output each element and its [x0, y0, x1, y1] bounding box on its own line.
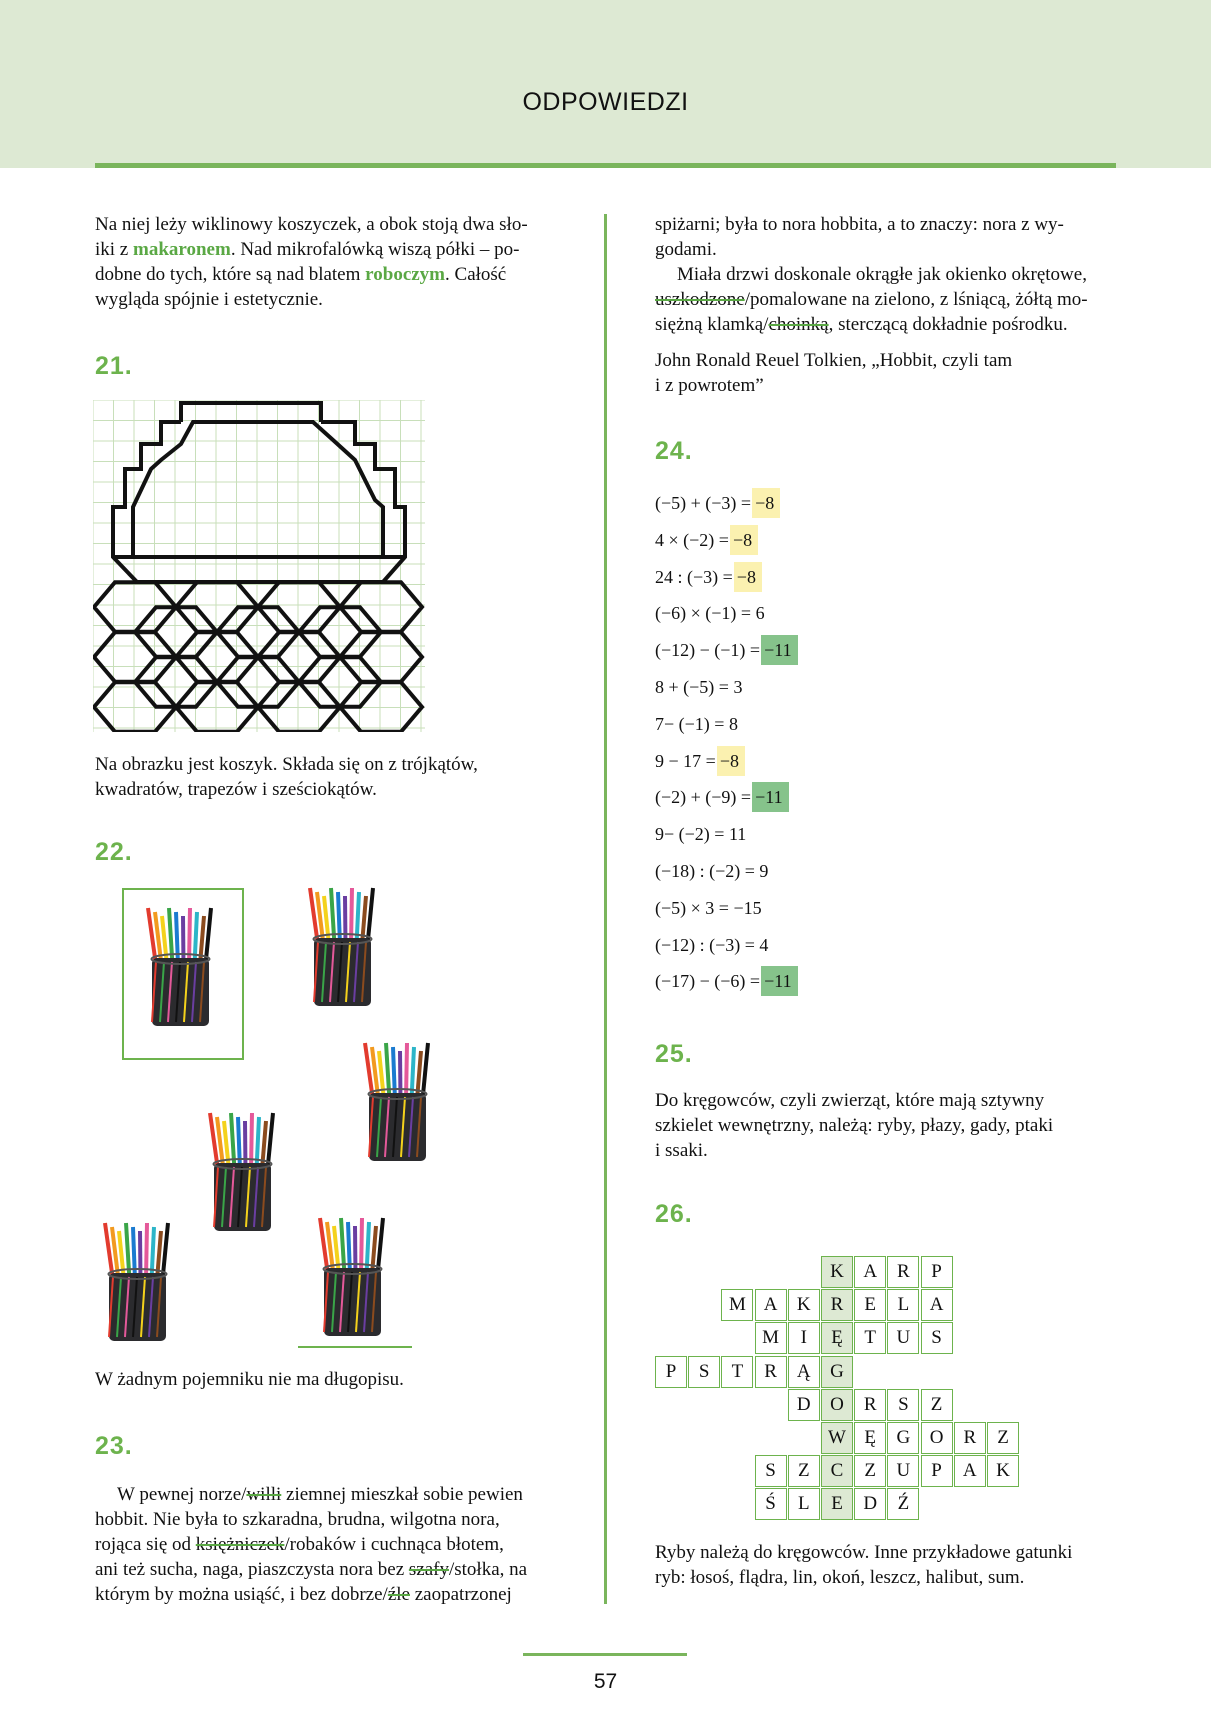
crossword-cell: Z	[921, 1389, 953, 1421]
crossword-key-cell: O	[821, 1389, 853, 1421]
crossword-cell: Ą	[788, 1356, 820, 1388]
crossword-cell: I	[788, 1322, 820, 1354]
crossword-cell: A	[854, 1256, 886, 1288]
equation-expression: 8 + (−5) = 3	[655, 677, 743, 697]
equation-row	[655, 672, 742, 702]
equation-row	[655, 562, 762, 592]
column-divider	[604, 214, 607, 1604]
crossword-key-cell: Ę	[821, 1322, 853, 1354]
crossword-key-cell: C	[821, 1455, 853, 1487]
crossword-cell: Z	[987, 1422, 1019, 1454]
equation-expression: (−12) : (−3) = 4	[655, 934, 769, 955]
text-line: siężną klamką/choinką, sterczącą dokładnie pośrodku.	[655, 314, 1068, 335]
text-line: którym by można usiąść, i bez dobrze/źle zaopatrzonej	[95, 1584, 512, 1605]
equation-row	[655, 746, 745, 776]
equation-expression: (−17) − (−6) =	[655, 971, 761, 992]
crossword-cell: R	[755, 1356, 787, 1388]
equation-row	[655, 488, 780, 518]
crossword-cell: P	[921, 1455, 953, 1487]
pencil-cup	[200, 1105, 285, 1235]
crossword-cell: M	[721, 1289, 753, 1321]
crossword-cell: Ś	[755, 1488, 787, 1520]
equation-answer: −11	[761, 966, 797, 996]
highlight-word: makaronem	[133, 239, 231, 260]
section-23-number: 23.	[95, 1432, 133, 1460]
crossword-cell: Z	[854, 1455, 886, 1487]
crossword-cell: U	[887, 1322, 919, 1354]
crossword-cell: R	[887, 1256, 919, 1288]
crossword-cell: G	[887, 1422, 919, 1454]
text-line: W pewnej norze/willi ziemnej mieszkał sobie pewien	[117, 1484, 523, 1505]
section-25-text: szkielet wewnętrzny, należą: ryby, płazy, gady, ptaki	[655, 1115, 1054, 1136]
equation-answer: −11	[761, 635, 797, 665]
section-25-text: Do kręgowców, czyli zwierząt, które mają sztywny	[655, 1090, 1045, 1111]
crossword-cell: P	[655, 1356, 687, 1388]
section-26-note: ryb: łosoś, flądra, lin, okoń, leszcz, halibut, sum.	[655, 1567, 1025, 1588]
text-line: ani też sucha, naga, piaszczysta nora bez szafy/stołka, na	[95, 1559, 528, 1580]
equation-row	[655, 966, 798, 996]
crossword-cell: Ę	[854, 1422, 886, 1454]
crossword-cell: R	[954, 1422, 986, 1454]
crossword-cell: K	[987, 1455, 1019, 1487]
crossword-cell: T	[854, 1322, 886, 1354]
section-21-number: 21.	[95, 352, 133, 380]
text-line: spiżarni; była to nora hobbita, a to znaczy: nora z wy-	[655, 214, 1064, 235]
crossword-cell: R	[854, 1389, 886, 1421]
intro-line: wygląda spójnie i estetycznie.	[95, 289, 323, 310]
equation-answer: −11	[752, 782, 788, 812]
equation-expression: 9− (−2) = 11	[655, 824, 747, 845]
crossword-cell: T	[721, 1356, 753, 1388]
section-25-text: i ssaki.	[655, 1140, 708, 1161]
intro-line: Na niej leży wiklinowy koszyczek, a obok stoją dwa sło-	[95, 214, 528, 235]
crossword-cell: A	[755, 1289, 787, 1321]
section-24-number: 24.	[655, 437, 693, 465]
equation-row	[655, 856, 768, 886]
equation-answer: −8	[734, 562, 762, 592]
section-21-caption: Na obrazku jest koszyk. Składa się on z trójkątów,	[95, 754, 478, 775]
crossword-key-cell: G	[821, 1356, 853, 1388]
pencil-cup	[138, 900, 223, 1030]
crossword-cell: O	[921, 1422, 953, 1454]
pencil-cup	[300, 880, 385, 1010]
crossword-cell: S	[688, 1356, 720, 1388]
highlight-word: roboczym	[365, 264, 446, 285]
crossword-cell: E	[854, 1289, 886, 1321]
equation-expression: 9 − 17 =	[655, 750, 716, 771]
text-line: godami.	[655, 239, 717, 260]
equation-expression: 24 : (−3) =	[655, 566, 733, 587]
equation-row	[655, 635, 798, 665]
header-rule	[95, 163, 1116, 168]
section-22-number: 22.	[95, 838, 133, 866]
section-21-caption: kwadratów, trapezów i sześciokątów.	[95, 779, 377, 800]
section-26-number: 26.	[655, 1200, 693, 1228]
equation-answer: −8	[730, 525, 758, 555]
equation-expression: (−5) × 3 = −15	[655, 897, 762, 918]
equation-expression: (−2) + (−9) =	[655, 787, 752, 808]
crossword-cell: S	[755, 1455, 787, 1487]
crossword-cell: Ź	[887, 1488, 919, 1520]
crossword-cell: P	[921, 1256, 953, 1288]
page-title: ODPOWIEDZI	[522, 88, 689, 116]
section-25-number: 25.	[655, 1040, 693, 1068]
equation-expression: (−12) − (−1) =	[655, 640, 761, 661]
crossword-cell: A	[921, 1289, 953, 1321]
equation-expression: (−6) × (−1) = 6	[655, 603, 765, 624]
equation-answer: −8	[717, 746, 745, 776]
equation-expression: (−18) : (−2) = 9	[655, 861, 769, 881]
equation-expression: 7− (−1) = 8	[655, 713, 738, 734]
equation-row	[655, 782, 789, 812]
crossword-cell: A	[954, 1455, 986, 1487]
text-line: hobbit. Nie była to szkaradna, brudna, wilgotna nora,	[95, 1509, 500, 1530]
footer-rule	[523, 1653, 687, 1656]
crossword-cell: U	[887, 1455, 919, 1487]
page-number: 57	[593, 1670, 618, 1693]
basket-figure	[93, 400, 425, 732]
crossword-cell: D	[788, 1389, 820, 1421]
crossword-cell: L	[788, 1488, 820, 1520]
pencil-cup	[355, 1035, 440, 1165]
source-citation: John Ronald Reuel Tolkien, „Hobbit, czyli tam	[655, 350, 1013, 371]
intro-line: dobne do tych, które są nad blatem roboczym. Całość	[95, 264, 507, 285]
source-citation: i z powrotem”	[655, 375, 764, 396]
crossword-cell: S	[921, 1322, 953, 1354]
pencil-cup	[310, 1210, 395, 1340]
crossword-key-cell: R	[821, 1289, 853, 1321]
text-line: uszkodzone/pomalowane na zielono, z lśniącą, żółtą mo-	[655, 289, 1088, 310]
header-band	[0, 0, 1211, 168]
crossword-cell: D	[854, 1488, 886, 1520]
pencil-cup	[95, 1215, 180, 1345]
crossword-cell: M	[755, 1322, 787, 1354]
crossword-cell: Z	[788, 1455, 820, 1487]
equation-expression: (−5) + (−3) =	[655, 493, 752, 513]
equation-row	[655, 709, 738, 739]
intro-line: iki z makaronem. Nad mikrofalówką wiszą półki – po-	[95, 239, 520, 260]
equation-row	[655, 930, 768, 960]
crossword-cell: S	[887, 1389, 919, 1421]
text-line: rojąca się od księżniczek/robaków i cuchnąca błotem,	[95, 1534, 504, 1555]
crossword-cell: L	[887, 1289, 919, 1321]
underline-mark	[298, 1346, 412, 1348]
crossword-key-cell: E	[821, 1488, 853, 1520]
equation-row	[655, 819, 746, 849]
crossword-key-cell: W	[821, 1422, 853, 1454]
crossword-cell: K	[788, 1289, 820, 1321]
section-22-caption: W żadnym pojemniku nie ma długopisu.	[95, 1369, 404, 1390]
equation-answer: −8	[752, 488, 780, 518]
equation-expression: 4 × (−2) =	[655, 529, 729, 550]
crossword-key-cell: K	[821, 1256, 853, 1288]
equation-row	[655, 525, 758, 555]
section-26-note: Ryby należą do kręgowców. Inne przykładowe gatunki	[655, 1542, 1073, 1563]
text-line: Miała drzwi doskonale okrągłe jak okienko okrętowe,	[677, 264, 1087, 285]
equation-row	[655, 598, 765, 628]
equation-row	[655, 893, 762, 923]
